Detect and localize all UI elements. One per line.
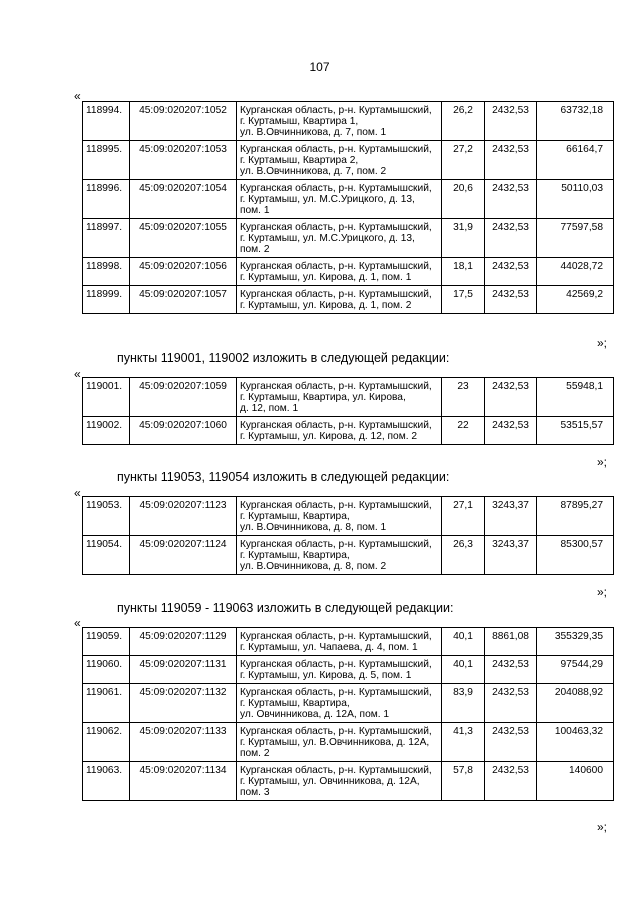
item-number: 119062.	[83, 723, 130, 762]
table-row	[83, 258, 614, 286]
specific-value: 2432,53	[485, 286, 537, 314]
table-row	[83, 102, 614, 141]
amendment-instruction: пункты 119053, 119054 изложить в следующей редакции:	[117, 470, 450, 484]
item-number: 118996.	[83, 180, 130, 219]
item-number: 118998.	[83, 258, 130, 286]
address	[237, 417, 442, 445]
cadastral-value: 55948,1	[537, 378, 614, 417]
cadastral-number: 45:09:020207:1054	[130, 180, 237, 219]
cadastral-value: 140600	[537, 762, 614, 801]
cadastral-number: 45:09:020207:1056	[130, 258, 237, 286]
address-line: Курганская область, р-н. Куртамышский,	[240, 500, 432, 511]
address	[237, 684, 442, 723]
table-row	[83, 723, 614, 762]
area: 26,2	[442, 102, 485, 141]
opening-quote: «	[74, 486, 81, 500]
specific-value: 2432,53	[485, 219, 537, 258]
specific-value: 2432,53	[485, 258, 537, 286]
address	[237, 536, 442, 575]
cadastral-number: 45:09:020207:1057	[130, 286, 237, 314]
item-number: 118997.	[83, 219, 130, 258]
cadastral-value: 42569,2	[537, 286, 614, 314]
cadastral-value: 85300,57	[537, 536, 614, 575]
amendment-instruction: пункты 119001, 119002 изложить в следующей редакции:	[117, 351, 450, 365]
address-line: Курганская область, р-н. Куртамышский,	[240, 222, 432, 233]
closing-quote: »;	[596, 455, 607, 469]
area: 83,9	[442, 684, 485, 723]
address-line: Курганская область, р-н. Куртамышский,	[240, 631, 432, 642]
address-line: г. Куртамыш, ул. Кирова, д. 12, пом. 2	[240, 431, 418, 442]
cadastral-number: 45:09:020207:1131	[130, 656, 237, 684]
address-line: д. 12, пом. 1	[240, 403, 299, 414]
item-number: 119002.	[83, 417, 130, 445]
address	[237, 378, 442, 417]
item-number: 119053.	[83, 497, 130, 536]
address	[237, 102, 442, 141]
opening-quote: «	[74, 89, 81, 103]
address-line: г. Куртамыш, Квартира,	[240, 511, 350, 522]
specific-value: 2432,53	[485, 141, 537, 180]
item-number: 118995.	[83, 141, 130, 180]
address-line: ул. В.Овчинникова, д. 7, пом. 1	[240, 127, 387, 138]
specific-value: 2432,53	[485, 723, 537, 762]
specific-value: 2432,53	[485, 417, 537, 445]
specific-value: 2432,53	[485, 378, 537, 417]
area: 22	[442, 417, 485, 445]
item-number: 119054.	[83, 536, 130, 575]
area: 26,3	[442, 536, 485, 575]
page-number: 107	[309, 60, 330, 74]
address-line: Курганская область, р-н. Куртамышский,	[240, 183, 432, 194]
item-number: 119059.	[83, 628, 130, 656]
address-line: г. Куртамыш, Квартира 2,	[240, 155, 359, 166]
specific-value: 2432,53	[485, 762, 537, 801]
table-row	[83, 378, 614, 417]
specific-value: 2432,53	[485, 180, 537, 219]
table-row	[83, 219, 614, 258]
specific-value: 3243,37	[485, 497, 537, 536]
address-line: Курганская область, р-н. Куртамышский,	[240, 726, 432, 737]
area: 40,1	[442, 656, 485, 684]
address-line: пом. 3	[240, 787, 270, 798]
address-line: ул. В.Овчинникова, д. 7, пом. 2	[240, 166, 387, 177]
address-line: Курганская область, р-н. Куртамышский,	[240, 105, 432, 116]
table-row	[83, 180, 614, 219]
address-line: ул. Овчинникова, д. 12А, пом. 1	[240, 709, 390, 720]
cadastral-value: 77597,58	[537, 219, 614, 258]
area: 40,1	[442, 628, 485, 656]
closing-quote: »;	[596, 820, 607, 834]
address	[237, 286, 442, 314]
cadastral-value: 44028,72	[537, 258, 614, 286]
address-line: Курганская область, р-н. Куртамышский,	[240, 659, 432, 670]
cadastral-value: 97544,29	[537, 656, 614, 684]
amendment-instruction: пункты 119059 - 119063 изложить в следующей редакции:	[117, 601, 454, 615]
table-row	[83, 628, 614, 656]
address	[237, 497, 442, 536]
address	[237, 141, 442, 180]
registry-table	[82, 496, 614, 575]
registry-table	[82, 627, 614, 801]
address-line: Курганская область, р-н. Куртамышский,	[240, 420, 432, 431]
cadastral-number: 45:09:020207:1124	[130, 536, 237, 575]
table-row	[83, 417, 614, 445]
area: 27,1	[442, 497, 485, 536]
cadastral-number: 45:09:020207:1059	[130, 378, 237, 417]
item-number: 118994.	[83, 102, 130, 141]
address-line: Курганская область, р-н. Куртамышский,	[240, 289, 432, 300]
table-row	[83, 497, 614, 536]
address-line: Курганская область, р-н. Куртамышский,	[240, 539, 432, 550]
address-line: г. Куртамыш, Квартира,	[240, 698, 350, 709]
cadastral-number: 45:09:020207:1133	[130, 723, 237, 762]
area: 17,5	[442, 286, 485, 314]
address	[237, 258, 442, 286]
cadastral-number: 45:09:020207:1060	[130, 417, 237, 445]
cadastral-value: 204088,92	[537, 684, 614, 723]
specific-value: 3243,37	[485, 536, 537, 575]
specific-value: 8861,08	[485, 628, 537, 656]
address-line: Курганская область, р-н. Куртамышский,	[240, 144, 432, 155]
address	[237, 219, 442, 258]
address	[237, 180, 442, 219]
area: 41,3	[442, 723, 485, 762]
cadastral-value: 355329,35	[537, 628, 614, 656]
cadastral-number: 45:09:020207:1129	[130, 628, 237, 656]
address-line: г. Куртамыш, ул. Кирова, д. 1, пом. 2	[240, 300, 412, 311]
address-line: ул. В.Овчинникова, д. 8, пом. 2	[240, 561, 387, 572]
cadastral-value: 53515,57	[537, 417, 614, 445]
address	[237, 628, 442, 656]
area: 18,1	[442, 258, 485, 286]
address-line: ул. В.Овчинникова, д. 8, пом. 1	[240, 522, 387, 533]
cadastral-number: 45:09:020207:1123	[130, 497, 237, 536]
table-row	[83, 684, 614, 723]
specific-value: 2432,53	[485, 656, 537, 684]
registry-table	[82, 101, 614, 314]
address	[237, 762, 442, 801]
area: 23	[442, 378, 485, 417]
address-line: пом. 2	[240, 244, 270, 255]
item-number: 119061.	[83, 684, 130, 723]
cadastral-value: 100463,32	[537, 723, 614, 762]
specific-value: 2432,53	[485, 684, 537, 723]
area: 31,9	[442, 219, 485, 258]
opening-quote: «	[74, 367, 81, 381]
address-line: г. Куртамыш, Квартира, ул. Кирова,	[240, 392, 406, 403]
registry-table	[82, 377, 614, 445]
address-line: г. Куртамыш, ул. В.Овчинникова, д. 12А,	[240, 737, 430, 748]
address-line: пом. 1	[240, 205, 270, 216]
address-line: г. Куртамыш, ул. М.С.Урицкого, д. 13,	[240, 233, 415, 244]
address-line: г. Куртамыш, ул. Овчинникова, д. 12А,	[240, 776, 420, 787]
address-line: пом. 2	[240, 748, 270, 759]
table-row	[83, 656, 614, 684]
table-row	[83, 762, 614, 801]
area: 27,2	[442, 141, 485, 180]
cadastral-number: 45:09:020207:1052	[130, 102, 237, 141]
address-line: г. Куртамыш, Квартира,	[240, 550, 350, 561]
cadastral-value: 87895,27	[537, 497, 614, 536]
table-row	[83, 536, 614, 575]
address-line: Курганская область, р-н. Куртамышский,	[240, 381, 432, 392]
cadastral-value: 66164,7	[537, 141, 614, 180]
address	[237, 656, 442, 684]
cadastral-number: 45:09:020207:1132	[130, 684, 237, 723]
cadastral-value: 63732,18	[537, 102, 614, 141]
address	[237, 723, 442, 762]
area: 20,6	[442, 180, 485, 219]
address-line: г. Куртамыш, Квартира 1,	[240, 116, 359, 127]
address-line: г. Куртамыш, ул. Чапаева, д. 4, пом. 1	[240, 642, 418, 653]
address-line: Курганская область, р-н. Куртамышский,	[240, 687, 432, 698]
item-number: 118999.	[83, 286, 130, 314]
closing-quote: »;	[596, 336, 607, 350]
table-row	[83, 141, 614, 180]
cadastral-number: 45:09:020207:1053	[130, 141, 237, 180]
address-line: Курганская область, р-н. Куртамышский,	[240, 765, 432, 776]
address-line: Курганская область, р-н. Куртамышский,	[240, 261, 432, 272]
area: 57,8	[442, 762, 485, 801]
table-row	[83, 286, 614, 314]
item-number: 119001.	[83, 378, 130, 417]
item-number: 119060.	[83, 656, 130, 684]
closing-quote: »;	[596, 585, 607, 599]
address-line: г. Куртамыш, ул. Кирова, д. 5, пом. 1	[240, 670, 412, 681]
address-line: г. Куртамыш, ул. М.С.Урицкого, д. 13,	[240, 194, 415, 205]
opening-quote: «	[74, 616, 81, 630]
address-line: г. Куртамыш, ул. Кирова, д. 1, пом. 1	[240, 272, 412, 283]
item-number: 119063.	[83, 762, 130, 801]
cadastral-number: 45:09:020207:1055	[130, 219, 237, 258]
cadastral-number: 45:09:020207:1134	[130, 762, 237, 801]
cadastral-value: 50110,03	[537, 180, 614, 219]
specific-value: 2432,53	[485, 102, 537, 141]
